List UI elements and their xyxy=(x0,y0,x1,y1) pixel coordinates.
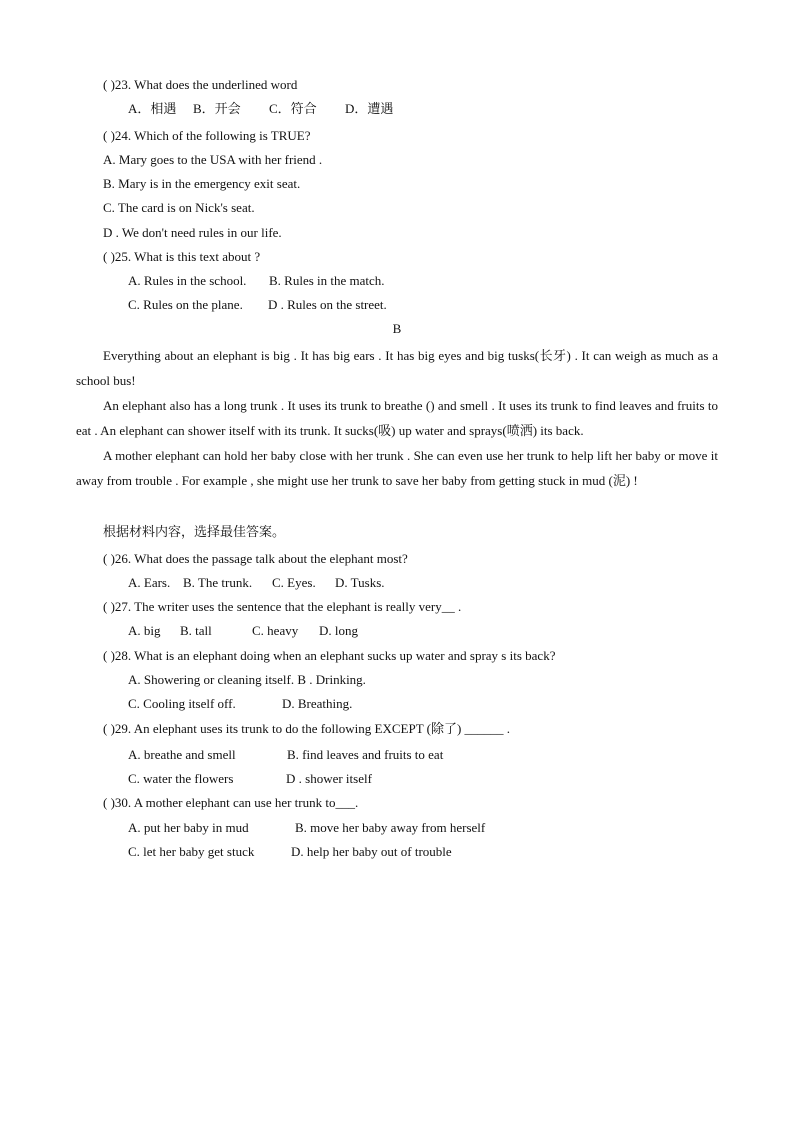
question-29-options-row2 xyxy=(128,771,372,787)
option-a: A. Mary goes to the USA with her friend . xyxy=(103,152,323,167)
option-d: D. Breathing. xyxy=(282,696,353,711)
question-27-stem: ( )27. The writer uses the sentence that the elephant is really very__ . xyxy=(103,599,462,614)
option-d: D．遭遇 xyxy=(345,101,394,116)
option-b: B. move her baby away from herself xyxy=(295,820,486,835)
option-c: C．符合 xyxy=(269,101,317,116)
question-29-options-row1 xyxy=(128,747,443,763)
option-d: D. Tusks. xyxy=(335,575,385,590)
question-30-options-row1 xyxy=(128,820,485,836)
question-30-options-row2 xyxy=(128,844,452,860)
option-a: A. big xyxy=(128,623,161,638)
option-d: D. long xyxy=(319,623,358,638)
question-28-stem: ( )28. What is an elephant doing when an elephant sucks up water and spray s its back? xyxy=(103,648,556,663)
question-28-options-row1: A. Showering or cleaning itself. B . Drinking. xyxy=(128,672,366,687)
question-25-stem: ( )25. What is this text about ? xyxy=(103,249,261,264)
option-c: C. The card is on Nick's seat. xyxy=(103,200,255,215)
option-d: D. help her baby out of trouble xyxy=(291,844,452,859)
passage-paragraph-3: A mother elephant can hold her baby close with her trunk . She can even use her trunk to help lift her baby or move it away from trouble . For example , she might use her trunk to save her baby from getting stuck in mud (泥) ! xyxy=(76,448,718,488)
question-23-options xyxy=(128,101,393,117)
option-d: D . Rules on the street. xyxy=(268,297,387,312)
question-23-stem: ( )23. What does the underlined word xyxy=(103,77,298,92)
option-a: A. Ears. xyxy=(128,575,171,590)
option-a: A. Rules in the school. xyxy=(128,273,247,288)
option-a: A．相遇 xyxy=(128,101,177,116)
option-b: B. Mary is in the emergency exit seat. xyxy=(103,176,301,191)
option-b: B．开会 xyxy=(193,101,241,116)
option-d: D . shower itself xyxy=(286,771,372,786)
option-c: C. water the flowers xyxy=(128,771,234,786)
question-30-stem: ( )30. A mother elephant can use her trunk to___. xyxy=(103,795,359,810)
option-c: C. Cooling itself off. xyxy=(128,696,236,711)
question-26-options xyxy=(128,575,385,591)
option-b: B. find leaves and fruits to eat xyxy=(287,747,444,762)
question-25-options-row1 xyxy=(128,273,385,289)
option-b: B. tall xyxy=(180,623,212,638)
question-27-options xyxy=(128,623,358,639)
option-b: B. The trunk. xyxy=(183,575,253,590)
passage-paragraph-1: Everything about an elephant is big . It has big ears . It has big eyes and big tusks(长牙) . It can weigh as much as a school bus! xyxy=(76,348,718,388)
option-c: C. heavy xyxy=(252,623,299,638)
option-a: A. put her baby in mud xyxy=(128,820,249,835)
option-a: A. breathe and smell xyxy=(128,747,236,762)
option-d: D . We don't need rules in our life. xyxy=(103,225,282,240)
question-26-stem: ( )26. What does the passage talk about the elephant most? xyxy=(103,551,408,566)
option-c: C. Eyes. xyxy=(272,575,316,590)
passage-paragraph-2: An elephant also has a long trunk . It uses its trunk to breathe () and smell . It uses its trunk to find leaves and fruits to eat . An elephant can shower itself with its trunk. It sucks(吸) up water and sprays(喷洒) its back. xyxy=(76,398,718,438)
option-c: C. let her baby get stuck xyxy=(128,844,255,859)
question-25-options-row2 xyxy=(128,297,387,313)
option-b: B. Rules in the match. xyxy=(269,273,385,288)
instruction: 根据材料内容，选择最佳答案。 xyxy=(103,524,286,539)
section-label: B xyxy=(392,321,402,336)
question-28-options-row2 xyxy=(128,696,352,712)
option-c: C. Rules on the plane. xyxy=(128,297,243,312)
question-24-stem: ( )24. Which of the following is TRUE? xyxy=(103,128,311,143)
question-29-stem: ( )29. An elephant uses its trunk to do the following EXCEPT (除了) ______ . xyxy=(103,721,511,736)
